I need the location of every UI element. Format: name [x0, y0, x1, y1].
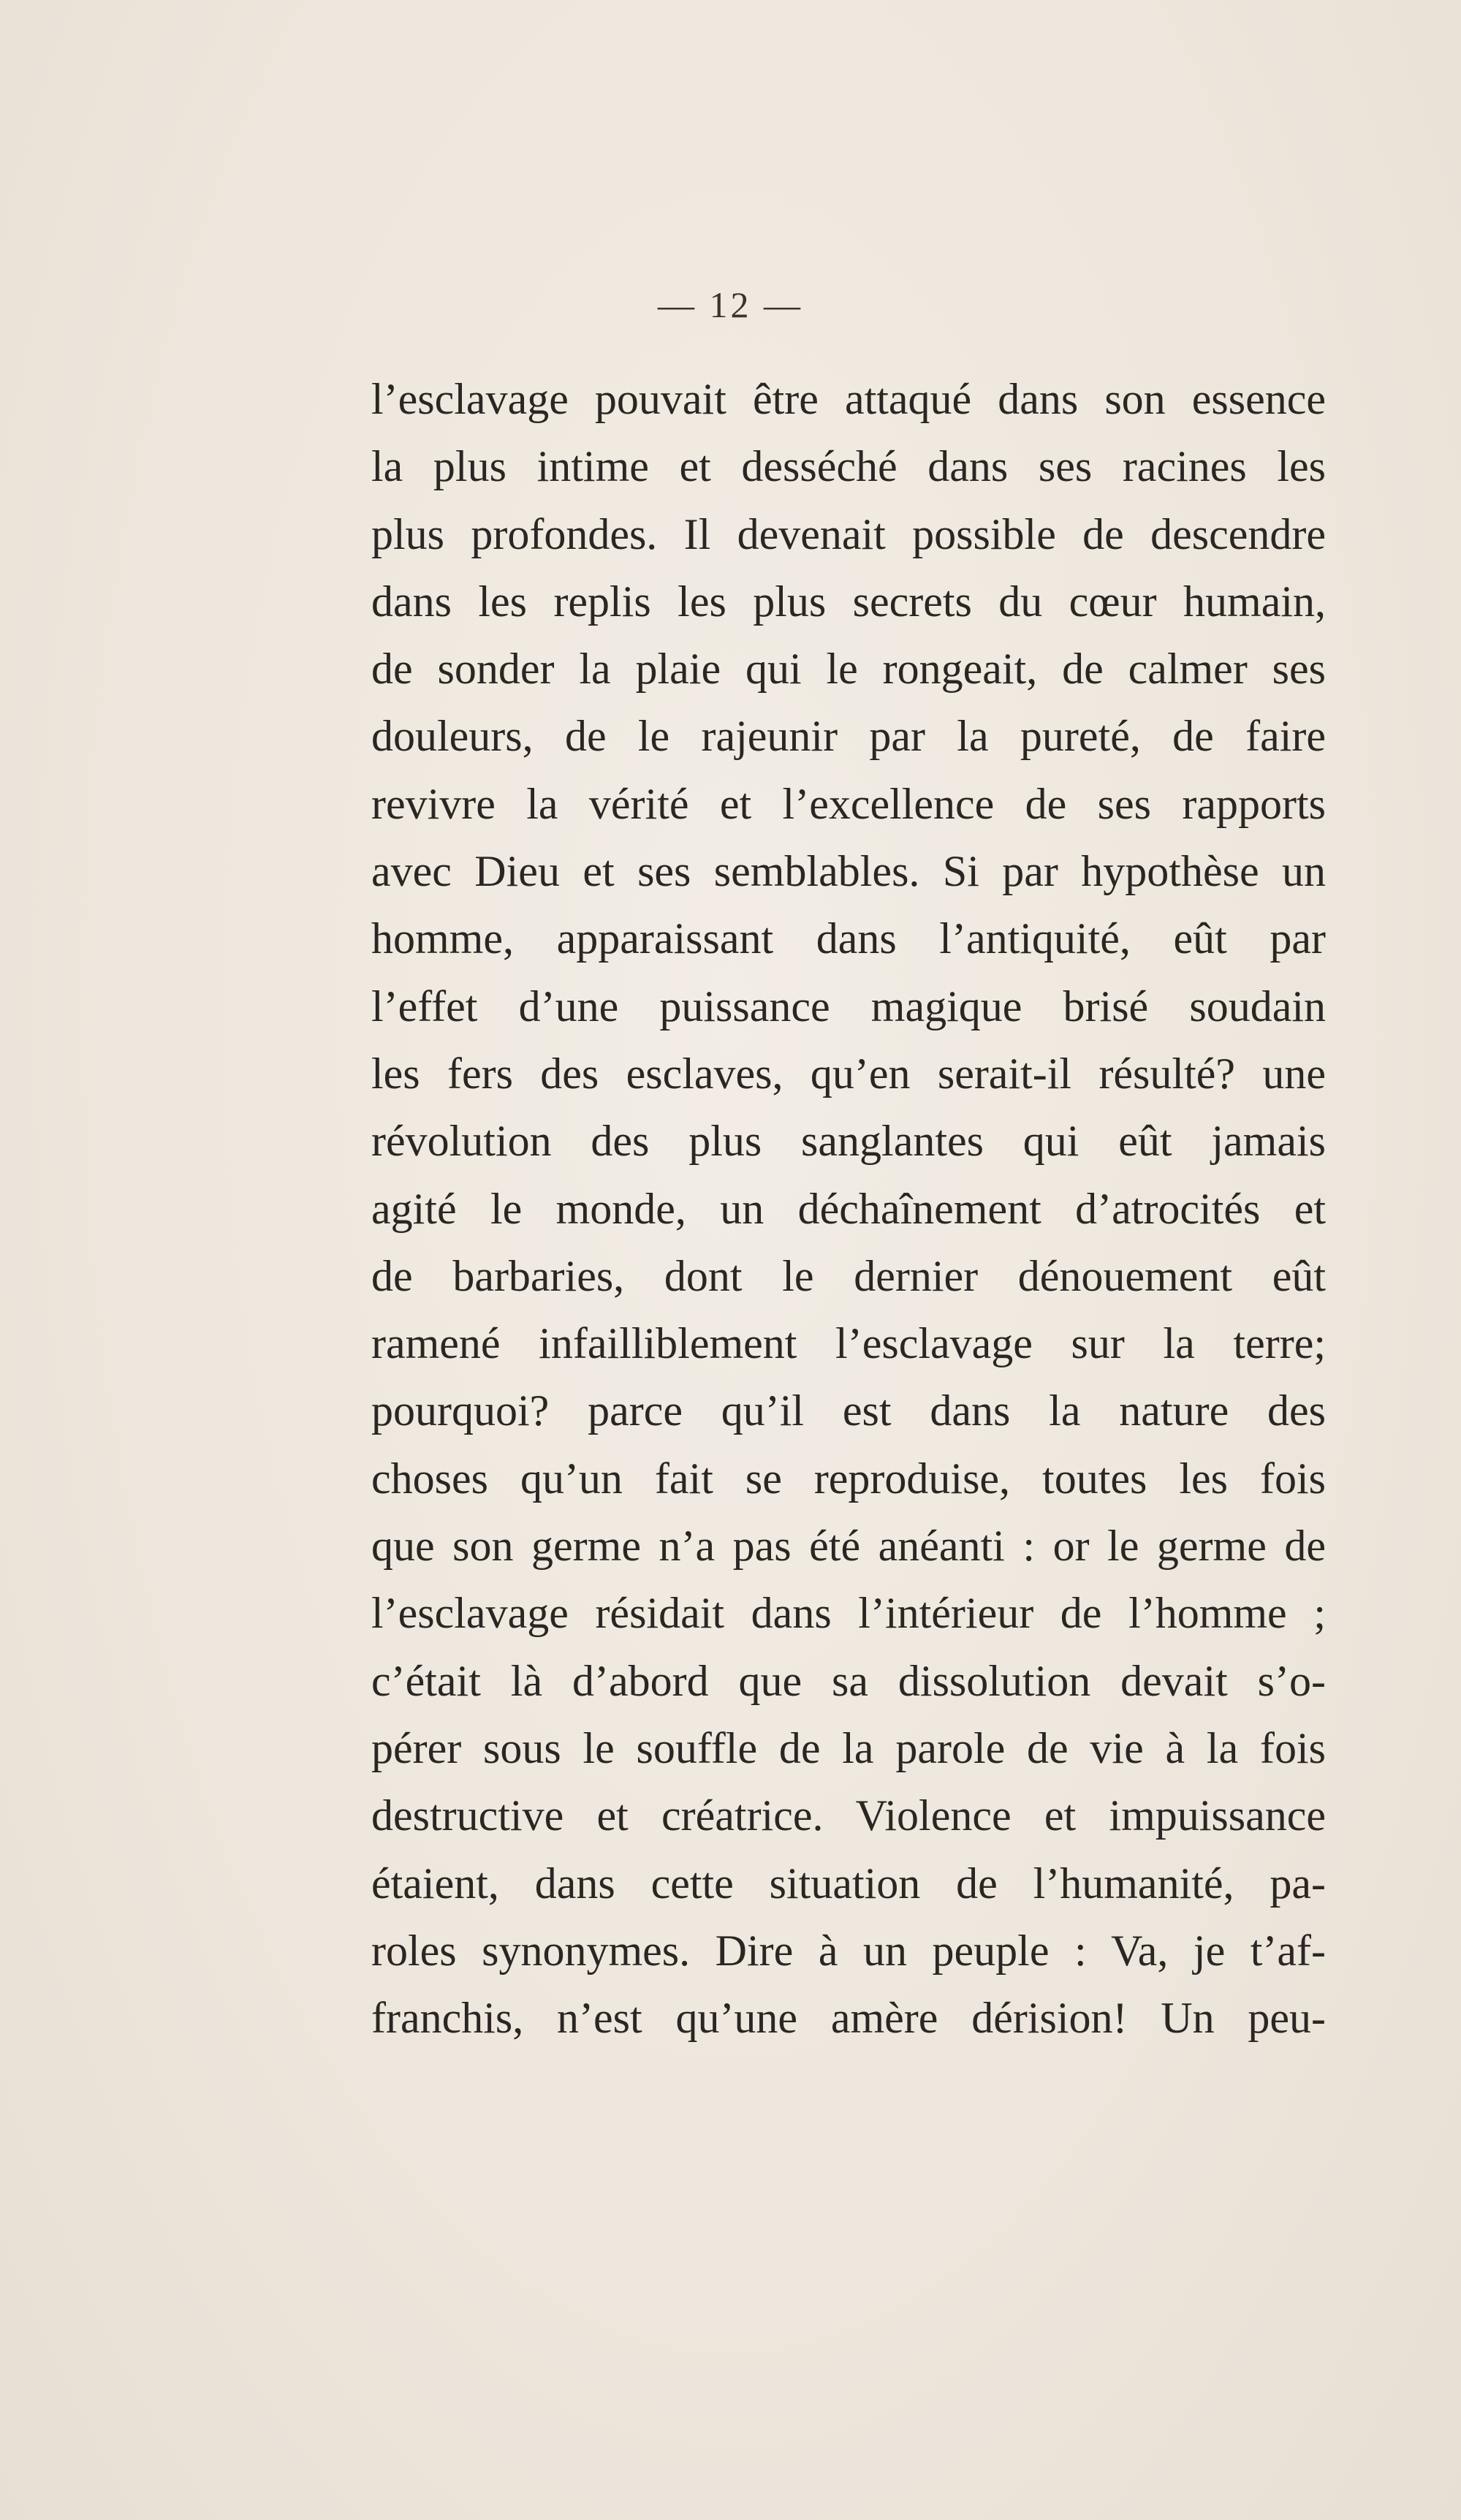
text-line: l’effet d’une puissance magique brisé soudain [371, 982, 1326, 1031]
text-line: les fers des esclaves, qu’en serait-il résulté? une [371, 1049, 1326, 1098]
text-line: douleurs, de le rajeunir par la pureté, de faire [371, 712, 1326, 761]
text-line: avec Dieu et ses semblables. Si par hypothèse un [371, 847, 1326, 896]
text-line: dans les replis les plus secrets du cœur humain, [371, 577, 1326, 626]
text-line: pérer sous le souffle de la parole de vie à la fois [371, 1723, 1326, 1772]
text-line: de barbaries, dont le dernier dénouement eût [371, 1251, 1326, 1300]
text-line: revivre la vérité et l’excellence de ses rapports [371, 779, 1326, 828]
body-text [371, 365, 1326, 2052]
text-line: de sonder la plaie qui le rongeait, de calmer ses [371, 645, 1326, 694]
text-line: étaient, dans cette situation de l’humanité, pa- [371, 1859, 1326, 1908]
page-number: — 12 — [658, 284, 803, 325]
text-line: homme, apparaissant dans l’antiquité, eût par [371, 914, 1326, 963]
text-line: plus profondes. Il devenait possible de descendre [371, 509, 1326, 558]
text-line: choses qu’un fait se reproduise, toutes les fois [371, 1454, 1326, 1503]
text-line: que son germe n’a pas été anéanti : or le germe de [371, 1522, 1326, 1571]
text-line: l’esclavage résidait dans l’intérieur de l’homme ; [371, 1589, 1326, 1638]
text-line: pourquoi? parce qu’il est dans la nature des [371, 1386, 1326, 1435]
text-line: agité le monde, un déchaînement d’atrocités et [371, 1184, 1326, 1233]
text-line: ramené infailliblement l’esclavage sur la terre; [371, 1319, 1326, 1368]
text-line: destructive et créatrice. Violence et impuissance [371, 1791, 1326, 1840]
text-line: franchis, n’est qu’une amère dérision! Un peu- [371, 1994, 1326, 2043]
text-line: c’était là d’abord que sa dissolution devait s’o- [371, 1656, 1326, 1705]
text-line: l’esclavage pouvait être attaqué dans son essence [371, 375, 1326, 423]
text-line: révolution des plus sanglantes qui eût jamais [371, 1117, 1326, 1166]
text-line: la plus intime et desséché dans ses racines les [371, 442, 1326, 491]
text-line: roles synonymes. Dire à un peuple : Va, je t’af- [371, 1926, 1326, 1975]
